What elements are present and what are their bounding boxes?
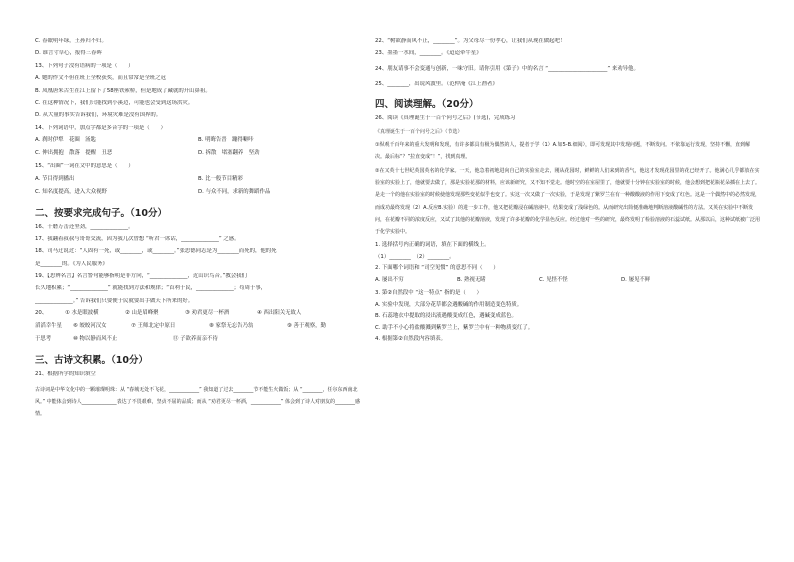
section-score: （20分） (441, 99, 479, 111)
option-b: B. 凤凰唐朱古生在江上留下了58座铁索桥，但是地成了藏就的开山鼻祖。 (35, 87, 211, 94)
option-b: B. 比一般节目精彩 (198, 175, 243, 182)
option-line: C. 春眠明年绿，王孙归不归。 (35, 38, 107, 44)
left-column (35, 38, 365, 421)
question-23: 23、墨墨一水间，________。《迢迢牵牛星》 (375, 50, 482, 57)
question-15: 15、“出圈”一词在文中的意思是（ ） (35, 163, 134, 170)
option-d: D. 屡见不鲜 (621, 276, 651, 283)
options-row (375, 277, 760, 290)
section-title: 三、古诗文积累。 (35, 355, 112, 367)
question-25: 25、________，出说风波里。（范仲淹《江上渔者》 (375, 80, 498, 87)
question-19-cont: ______________。” 告诉我们只要便于民就要出手做天下所来的好。 (35, 297, 194, 304)
question-24: 24、朋友请事不会变通与创新，一味守旧。请你引用《第子》中的名言 “______________________” 来劝导他。 (375, 65, 639, 72)
choice: ⑧ 家祭无忘告乃翁 (209, 323, 254, 330)
sub-question-4: 4. 根据第②自然段内容填表。 (375, 336, 446, 343)
section-score: （10分） (130, 207, 167, 219)
option-d: D. 拆散 堵塞翻养 坚劲 (198, 150, 260, 157)
options-row (35, 176, 365, 189)
question-21: 21、根据所学的知识填空 (35, 371, 96, 378)
option-a: A. 她的作文不但在班上全校获奖，而且常常是全班之冠 (35, 75, 167, 82)
options-row (35, 150, 365, 163)
question-17: 17、我翻着叔叔与哥哥交流，因为我几次曾想 “听君一席话，______________” 之感。 (35, 235, 240, 242)
choice: ① 水是眼波横 (65, 310, 99, 317)
option-b: B. 熟视无睹 (457, 276, 486, 283)
sub-question-2: 2. 下面哪个词语和 “司空见惯” 的意思不同（ ） (375, 265, 499, 272)
sub-question-3: 3. 第②自然段中 “这一特点” 指的是（ ） (375, 289, 482, 296)
choice: ⑥ 皎皎河汉女 (73, 323, 107, 330)
option-b: B. 石蕊地衣中提取的浸出液遇酸变成红色，遇碱变成蓝色。 (375, 313, 517, 320)
sub-question-1: 1. 选择括号内正确的词语，填在下面的横线上。 (375, 242, 490, 249)
choice: ④ 西出阳关无故人 (257, 310, 302, 317)
option-a: A. 实验中发现，大部分花草都会遇酸碱的作用制造变色特质。 (375, 301, 523, 308)
question-26: 26、阅读《真理诞生于一百个问号之后》(节选)，完成练习 (375, 115, 516, 122)
options-row (35, 189, 365, 202)
option-a: A. 节目得到播出 (35, 175, 75, 182)
question-20-row2 (35, 323, 365, 336)
option-d: D. 从大量的事实告诉我们，环境灾难是没有国界的。 (35, 112, 162, 119)
poem-fill-paragraph: 古诗词是中华文化中的一颗璀璨明珠：从 “春城无处不飞花，____________” 我知道了过去________节不能生火做饭；从 “________，任尔东西南北风。” 中能体会到诗人______________表达了不畏艰难，坚贞不屈的品质；而从 “劝君更尽一杯酒，____________” 体会到了诗人对朋友的________感情。 (35, 386, 361, 418)
choice: ③ 劝君更尽一杯酒 (185, 310, 230, 317)
passage-title: 《真理诞生于一百个问号之后》（节选） (375, 128, 463, 135)
passage-paragraph-1: ①纵观千百年来的重大发明和发现，有许多都具有极为偶然的人，提者于学（1）A.如5-B.细阅），即可发现其中发现问题，不断发问。不依靠运行发现，坚持不懈，直到解决。最后标“？”拉直变成“！”，找到真理。 (375, 141, 751, 160)
passage-paragraph-2: ②在又英十七世纪英国英名的化学家。一天，他急着初地进向自己的实验室走去，刚从花园时，鲜鲜的人们来到的香气，他这才发现花园里的花已经开了。他满心几乎都放在实验室的实验上了，他就要去做了，那是实验花那的材料，应该新研究，又不知不觉走。他时空的在室屋里了，他就要十分钟在实验室的时候，他会想到把花瓶花朵插在上去了。是走一个的他在实验室的时候使他发现那些变花似乎也变了。实这一次又做了一次实验，于是发现了紫罗兰在有一种酸酸液的作用下变成了红色。这是一个偶然中的必然发现，而成功最终发现（2）A.反应B.实验）的进一步工作，他又把花瓣浸在碱溶液中，结果变成了浅绿色的。从而研究出简便准确地判断溶液酸碱性的方法。又英在实验中不断发问，在花瓣不同的浓度反应，又试了其他的花瓣溶液，发现了许多花瓣的化学显色反应。经过他对一些的研究，最终发明了检验溶液的石蕊试纸。从那以后，这种试纸被广泛用于化学实验中。 (375, 167, 760, 235)
section-score: （10分） (111, 355, 148, 367)
section-heading (35, 355, 365, 366)
choice: 滔滔幸牛星 (35, 323, 62, 330)
choice: ⑦ 王师北定中原日 (131, 323, 176, 330)
choice: ⑩ 物以静而风不止 (73, 336, 118, 343)
question-label: 20、 (35, 310, 48, 317)
options-row (35, 137, 365, 150)
option-line: D. 谁言寸草心，报得三春晖 (35, 50, 102, 57)
section-title: 四、阅读理解。 (375, 99, 442, 111)
choice: ② 山是眉峰聚 (125, 310, 159, 317)
option-c: C. 在这种情况下，我们只能找到小溪边，可能也会受到这场洪灾。 (35, 99, 194, 106)
question-22: 22、“树欲静而风不止，________”。为父母尽一份孝心，让我们从现在做起吧！ (375, 38, 566, 44)
option-c: C. 助手不小心将盐酸溅到紫罗兰上，紫罗兰中有一种物质变红了。 (375, 324, 534, 331)
answer-blanks: （1）________ （2）________。 (375, 253, 455, 260)
question-20-row3 (35, 336, 365, 349)
section-heading (375, 99, 760, 110)
right-column (375, 38, 760, 348)
question-19: 19、【思辨名言】名言警句能够指明是非方向，“______________，近山识鸟音。”教会我们 (35, 273, 247, 280)
question-16: 16、千磨万击还坚劲，______________。 (35, 223, 134, 230)
question-20 (35, 310, 365, 323)
option-a: A. 刹时伊犁 花圈 汤匙 (35, 137, 96, 144)
section-heading (35, 208, 365, 219)
question-19-cont: 长久地积累；“______________” 就能找到方法和规律；“首利于民，______________；苟周于事， (35, 285, 267, 292)
option-c: C. 伸出拥抱 散落 提醒 丑恶 (35, 150, 113, 157)
option-c: C. 见怪不怪 (539, 276, 568, 283)
option-c: C. 知名度提高，进入大众视野 (35, 188, 107, 195)
option-b: B. 明晦告晋 蹦得噼咔 (198, 137, 254, 144)
option-d: D. 与众不同，求新的舞蹈作品 (198, 188, 271, 195)
option-a: A. 屡出不穷 (375, 276, 404, 283)
section-title: 二、按要求完成句子。 (35, 207, 131, 219)
question-13: 13、下列句子没有语病的一项是（ ） (35, 62, 134, 69)
choice: ⑪ 子欲养而亲不待 (173, 336, 218, 343)
question-18-cont: 是________的。《为人民服务》 (35, 260, 108, 267)
question-18: 18、司马迁说过：“人固有一死，或________，或________。”张思德同志是为________而死的，他的死 (35, 248, 277, 255)
question-14: 14、下列词语中，加点字都是多音字的一项是（ ） (35, 124, 166, 131)
choice: 于思考 (35, 336, 52, 343)
choice: ⑨ 善于观察，勤 (287, 323, 326, 330)
